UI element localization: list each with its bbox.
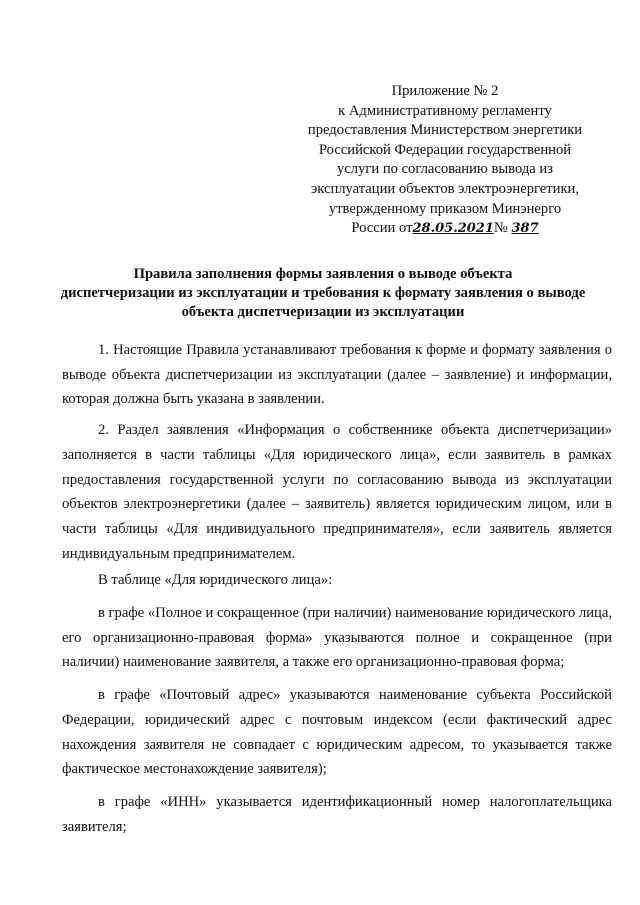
- handwritten-number: 387: [511, 221, 539, 237]
- appendix-line: Российской Федерации государственной: [318, 141, 572, 158]
- appendix-line: Приложение № 2: [391, 83, 499, 99]
- paragraph-2: 2. Раздел заявления «Информация о собственнике объекта диспетчеризации» заполняется в части таблицы «Для юридического лица», если заявитель в рамках предоставления государственной услуги по согласованию вывода из эксплуатации объектов электроэнергетики (далее – заявитель) является юридическим лицом, или в части таблицы «Для индивидуального предпринимателя», если заявитель является индивидуальным предпринимателем.: [62, 422, 612, 562]
- document-body: [62, 338, 612, 839]
- handwritten-date: 28.05.2021: [412, 221, 494, 237]
- appendix-line: предоставления Министерством энергетики: [307, 122, 583, 139]
- appendix-line: эксплуатации объектов электроэнергетики,: [310, 180, 580, 197]
- paragraph-1: 1. Настоящие Правила устанавливают требования к форме и формату заявления о выводе объекта диспетчеризации из эксплуатации (далее – заявление) и информации, которая должна быть указана в заявлении.: [62, 342, 612, 408]
- appendix-order-line: [300, 219, 590, 239]
- appendix-order-prefix: России от: [351, 220, 413, 237]
- paragraph-inn-field: в графе «ИНН» указывается идентификационный номер налогоплательщика заявителя;: [62, 793, 612, 835]
- number-label: №: [493, 220, 508, 237]
- paragraph-table-intro: В таблице «Для юридического лица»:: [98, 572, 333, 589]
- appendix-line: к Административному регламенту: [338, 102, 552, 119]
- title-line: диспетчеризации из эксплуатации и требования к формату заявления о выводе: [60, 285, 586, 301]
- appendix-header: [300, 82, 590, 239]
- paragraph-address-field: в графе «Почтовый адрес» указываются наименование субъекта Российской Федерации, юридический адрес с почтовым индексом (если фактический адрес нахождения заявителя не совпадает с юридическим адресом, то указывается также фактическое местонахождение заявителя);: [62, 687, 612, 778]
- title-line: объекта диспетчеризации из эксплуатации: [181, 304, 465, 320]
- title-line: Правила заполнения формы заявления о выводе объекта: [133, 266, 513, 282]
- document-title: [52, 265, 594, 322]
- paragraph-name-field: в графе «Полное и сокращенное (при наличии) наименование юридического лица, его организационно-правовая форма» указываются полное и сокращенное (при наличии) наименование заявителя, а также его организационно-правовая форма;: [62, 605, 612, 671]
- appendix-line: утвержденному приказом Минэнерго: [328, 200, 562, 217]
- appendix-line: услуги по согласованию вывода из: [337, 161, 553, 178]
